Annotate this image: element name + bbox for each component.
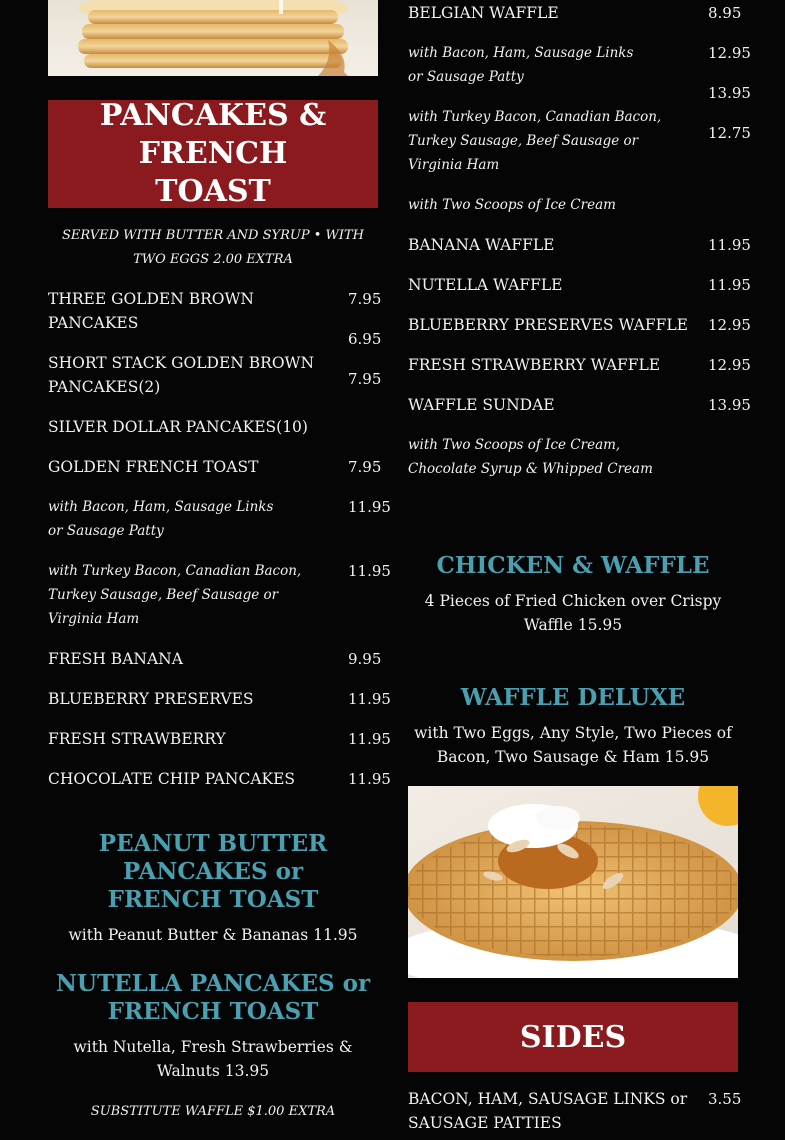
item-price: 9.95 <box>348 650 382 668</box>
item-name: with Bacon, Ham, Sausage Links or Sausage Patty <box>408 45 634 85</box>
nutella-desc: with Nutella, Fresh Strawberries & Walnuts 13.95 <box>73 1038 353 1080</box>
item-price: 11.95 <box>708 236 751 254</box>
item-price: 11.95 <box>348 770 391 788</box>
item-name: BACON, HAM, SAUSAGE LINKS or SAUSAGE PATTIES <box>408 1090 688 1132</box>
chicken-waffle-title: CHICKEN & WAFFLE <box>436 552 710 579</box>
item-price: 7.95 <box>348 290 382 308</box>
item-price: 13.95 <box>708 84 751 102</box>
pancakes-section-note: SERVED WITH BUTTER AND SYRUP • WITH TWO EGGS 2.00 EXTRA <box>61 228 365 267</box>
item-name: BANANA WAFFLE <box>408 236 555 254</box>
chicken-waffle-desc: 4 Pieces of Fried Chicken over Crispy Waffle 15.95 <box>424 592 722 634</box>
waffle-photo <box>408 786 738 978</box>
item-name: THREE GOLDEN BROWN PANCAKES <box>48 290 254 332</box>
item-price: 12.75 <box>708 124 751 142</box>
item-name: with Turkey Bacon, Canadian Bacon, Turkey Sausage, Beef Sausage or Virginia Ham <box>48 563 302 627</box>
waffle-deluxe-title: WAFFLE DELUXE <box>460 684 686 711</box>
nutella-title: NUTELLA PANCAKES or FRENCH TOAST <box>55 970 371 1025</box>
item-name: with Turkey Bacon, Canadian Bacon, Turkey Sausage, Beef Sausage or Virginia Ham <box>408 109 662 173</box>
item-name: BLUEBERRY PRESERVES <box>48 690 254 708</box>
item-name: BELGIAN WAFFLE <box>408 4 559 22</box>
peanut-butter-title: PEANUT BUTTER PANCAKES or FRENCH TOAST <box>98 830 328 913</box>
item-name: FRESH BANANA <box>48 650 183 668</box>
item-name: FRESH STRAWBERRY <box>48 730 226 748</box>
item-price: 12.95 <box>708 356 751 374</box>
item-name: NUTELLA WAFFLE <box>408 276 563 294</box>
item-name: SHORT STACK GOLDEN BROWN PANCAKES(2) <box>48 354 315 396</box>
pancakes-section-banner <box>48 100 378 208</box>
peanut-butter-desc: with Peanut Butter & Bananas 11.95 <box>68 926 358 944</box>
item-name: GOLDEN FRENCH TOAST <box>48 458 259 476</box>
item-name: with Bacon, Ham, Sausage Links or Sausage Patty <box>48 499 274 539</box>
item-price: 11.95 <box>348 498 391 516</box>
item-name: SILVER DOLLAR PANCAKES(10) <box>48 418 308 436</box>
item-name: CHOCOLATE CHIP PANCAKES <box>48 770 296 788</box>
item-name: with Two Scoops of Ice Cream <box>408 197 616 213</box>
item-price: 8.95 <box>708 4 742 22</box>
pancakes-section-title: PANCAKES & FRENCH TOAST <box>99 98 327 209</box>
item-price: 12.95 <box>708 316 751 334</box>
item-name: FRESH STRAWBERRY WAFFLE <box>408 356 661 374</box>
substitute-waffle-note: SUBSTITUTE WAFFLE $1.00 EXTRA <box>90 1104 336 1119</box>
item-name: BLUEBERRY PRESERVES WAFFLE <box>408 316 688 334</box>
pancake-stack-photo <box>48 0 378 76</box>
item-price: 11.95 <box>708 276 751 294</box>
sides-section-title: SIDES <box>519 1019 627 1055</box>
item-price: 11.95 <box>348 730 391 748</box>
item-name: with Two Scoops of Ice Cream, Chocolate Syrup & Whipped Cream <box>408 437 653 477</box>
item-name: WAFFLE SUNDAE <box>408 396 555 414</box>
item-price: 6.95 <box>348 330 382 348</box>
item-price: 12.95 <box>708 44 751 62</box>
item-price: 3.55 <box>708 1090 742 1108</box>
item-price: 11.95 <box>348 562 391 580</box>
item-price: 11.95 <box>348 690 391 708</box>
item-price: 7.95 <box>348 370 382 388</box>
item-price: 7.95 <box>348 458 382 476</box>
waffle-deluxe-desc: with Two Eggs, Any Style, Two Pieces of Bacon, Two Sausage & Ham 15.95 <box>414 724 732 766</box>
sides-section-banner <box>408 1002 738 1072</box>
item-price: 13.95 <box>708 396 751 414</box>
